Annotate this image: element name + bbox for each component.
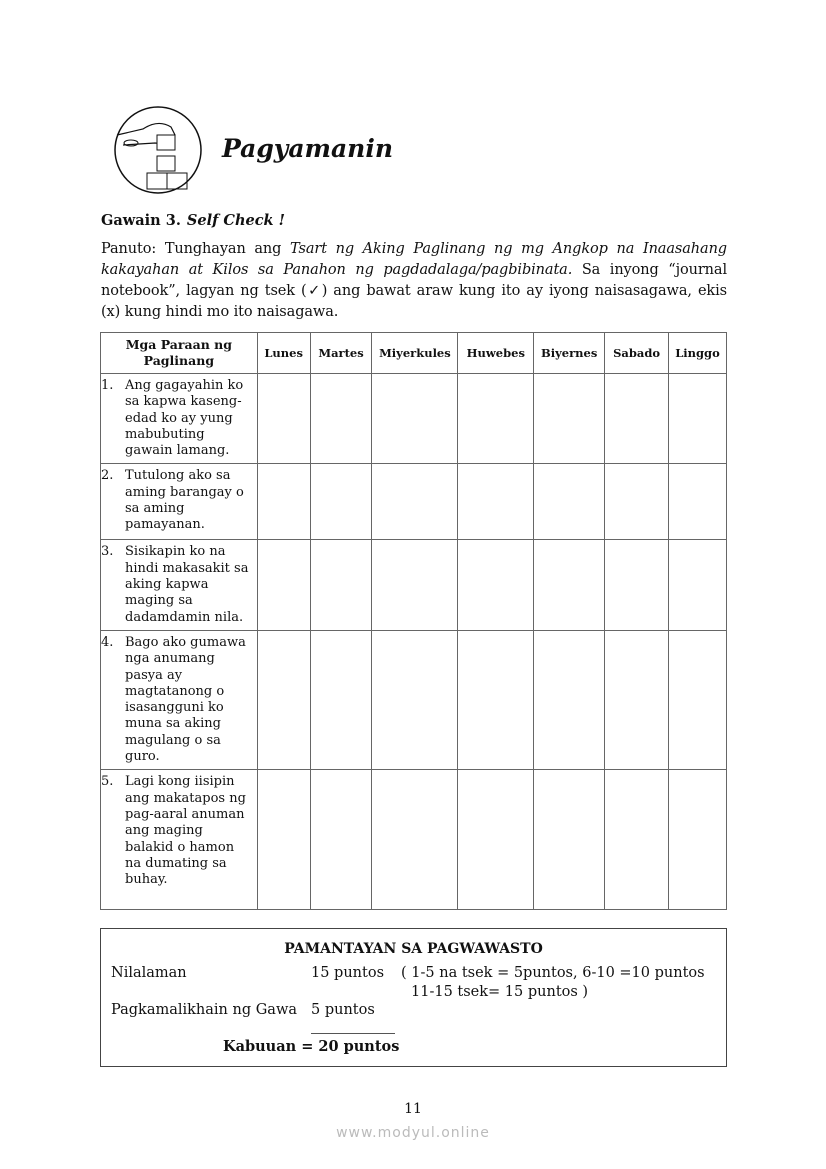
day-check-cell[interactable] [257, 630, 310, 769]
table-header-row [101, 333, 727, 374]
day-check-cell[interactable] [257, 464, 310, 540]
criterion-points: 5 puntos [311, 1002, 375, 1018]
day-check-cell[interactable] [605, 540, 669, 630]
day-check-cell[interactable] [372, 630, 458, 769]
item-cell [101, 464, 258, 540]
day-check-cell[interactable] [372, 464, 458, 540]
item-text: Lagi kong iisipin ang makatapos ng pag-aaral anuman ang maging balakid o hamon na dumating sa buhay. [125, 774, 246, 888]
day-check-cell[interactable] [372, 374, 458, 464]
instructions-prefix: Panuto: Tunghayan ang [101, 241, 290, 257]
criterion-label: Nilalaman [111, 965, 187, 981]
item-number: 3. [101, 544, 114, 560]
item-cell [101, 540, 258, 630]
item-cell [101, 374, 258, 464]
activity-heading [101, 212, 285, 229]
table-row [101, 540, 727, 630]
hand-stacking-blocks-icon [113, 105, 203, 195]
column-header: Lunes [257, 333, 310, 374]
criterion-note: ( 1-5 na tsek = 5puntos, 6-10 =10 puntos [401, 965, 705, 981]
criterion-points: 15 puntos [311, 965, 385, 981]
item-text: Tutulong ako sa aming barangay o sa aming pamayanan. [125, 468, 244, 533]
day-check-cell[interactable] [669, 770, 727, 910]
item-number: 5. [101, 774, 114, 790]
day-check-cell[interactable] [458, 464, 534, 540]
page-number: 11 [404, 1101, 422, 1117]
instructions-suffix: Sa inyong “journal notebook”, lagyan ng tsek (✓) ang bawat araw kung ito ay iyong naisasagawa, ekis (x) kung hindi mo ito naisagawa. [101, 262, 728, 320]
day-check-cell[interactable] [458, 770, 534, 910]
table-row [101, 630, 727, 769]
instructions-italic: Tsart ng Aking Paglinang ng mg Angkop na Inaasahang kakayahan at Kilos sa Panahon ng pagdadalaga/pagbibinata. [101, 241, 727, 278]
table-row [101, 464, 727, 540]
day-check-cell[interactable] [534, 770, 605, 910]
instructions [101, 239, 727, 323]
column-header: Martes [310, 333, 372, 374]
column-header: Biyernes [534, 333, 605, 374]
column-header: Linggo [669, 333, 727, 374]
item-text: Sisikapin ko na hindi makasakit sa aking kapwa maging sa dadamdamin nila. [125, 544, 249, 625]
section-title: Pagyamanin [222, 134, 394, 163]
criterion-note: 11-15 tsek= 15 puntos ) [411, 984, 589, 1000]
day-check-cell[interactable] [534, 630, 605, 769]
day-check-cell[interactable] [310, 374, 372, 464]
column-header: Sabado [605, 333, 669, 374]
day-check-cell[interactable] [310, 464, 372, 540]
day-check-cell[interactable] [605, 374, 669, 464]
column-header: Miyerkules [372, 333, 458, 374]
day-check-cell[interactable] [310, 770, 372, 910]
day-check-cell[interactable] [310, 630, 372, 769]
self-check-table [100, 332, 727, 910]
item-cell [101, 630, 258, 769]
watermark: www.modyul.online [336, 1125, 490, 1141]
sum-line [311, 1033, 395, 1034]
day-check-cell[interactable] [458, 630, 534, 769]
day-check-cell[interactable] [257, 770, 310, 910]
day-check-cell[interactable] [669, 374, 727, 464]
criterion-label: Pagkamalikhain ng Gawa [111, 1002, 298, 1018]
day-check-cell[interactable] [669, 464, 727, 540]
day-check-cell[interactable] [669, 540, 727, 630]
activity-label: Gawain 3. [101, 212, 181, 229]
item-text: Bago ako gumawa nga anumang pasya ay magtatanong o isasangguni ko muna sa aking magulang o sa guro. [125, 634, 246, 765]
day-check-cell[interactable] [372, 770, 458, 910]
day-check-cell[interactable] [605, 630, 669, 769]
column-header: Huwebes [458, 333, 534, 374]
table-row [101, 374, 727, 464]
day-check-cell[interactable] [534, 374, 605, 464]
table-row [101, 770, 727, 910]
day-check-cell[interactable] [372, 540, 458, 630]
day-check-cell[interactable] [605, 770, 669, 910]
day-check-cell[interactable] [669, 630, 727, 769]
day-check-cell[interactable] [534, 464, 605, 540]
day-check-cell[interactable] [257, 374, 310, 464]
day-check-cell[interactable] [458, 374, 534, 464]
rubric-total: Kabuuan = 20 puntos [223, 1038, 400, 1055]
day-check-cell[interactable] [458, 540, 534, 630]
rubric-title: PAMANTAYAN SA PAGWAWASTO [284, 941, 543, 957]
item-number: 1. [101, 378, 114, 393]
item-text: Ang gagayahin ko sa kapwa kaseng-edad ko ay yung mabubuting gawain lamang. [125, 378, 244, 459]
day-check-cell[interactable] [310, 540, 372, 630]
item-number: 2. [101, 468, 114, 484]
day-check-cell[interactable] [257, 540, 310, 630]
day-check-cell[interactable] [605, 464, 669, 540]
activity-subtitle: Self Check ! [186, 212, 285, 229]
rubric-box [100, 928, 727, 1067]
item-cell [101, 770, 258, 910]
column-header: Mga Paraan ng Paglinang [101, 333, 258, 374]
item-number: 4. [101, 634, 114, 650]
day-check-cell[interactable] [534, 540, 605, 630]
